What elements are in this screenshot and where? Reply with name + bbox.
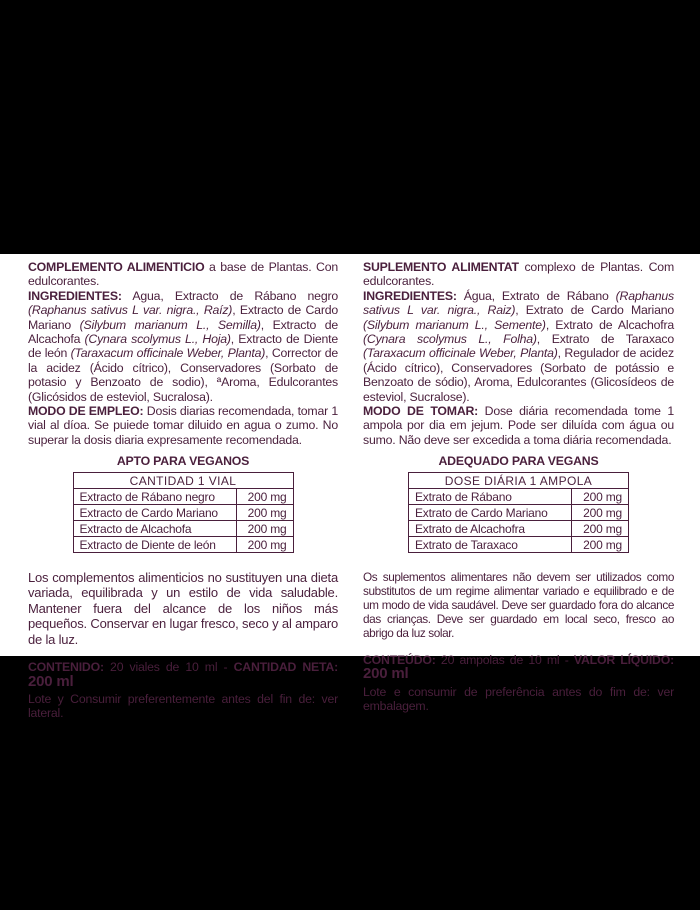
table-cell-name: Extracto de Cardo Mariano: [73, 504, 236, 520]
content-text: 20 viales de 10 ml -: [103, 660, 234, 675]
content-text: 20 ampolas de 10 ml -: [435, 652, 574, 667]
warning-text: Os suplementos alimentares não devem ser utilizados como substitutos de um regime alimentar variado e equilibrado e de um modo de vida saudável. Deve ser guardado fora do alcance das crianças. Deve ser guardado em local seco, fresco ao abrigo da luz solar.: [363, 569, 674, 640]
ingredient-text: , Extrato de Cardo Mariano: [515, 303, 674, 318]
ingredient-text: , Extracto de Cardo Mariano: [28, 303, 338, 332]
product-description: [363, 260, 674, 289]
content-line: [363, 653, 674, 682]
table-cell-value: 200 mg: [572, 488, 629, 504]
lot-text: Lote y Consumir preferentemente antes del fin de: ver lateral.: [28, 692, 338, 721]
table-cell-value: 200 mg: [236, 504, 293, 520]
content-label: CONTEÚDO:: [363, 652, 436, 667]
vegan-heading: ADEQUADO PARA VEGANS: [438, 454, 599, 469]
product-description-text: a base de Plantas. Con edulcorantes.: [28, 260, 338, 289]
ingredient-text: Agua, Extracto de Rábano negro: [121, 288, 338, 303]
table-cell-name: Extracto de Diente de león: [73, 536, 236, 552]
ingredient-latin: (Silybum marianum L., Semente): [363, 317, 546, 332]
table-cell-name: Extrato de Rábano: [409, 488, 572, 504]
table-cell-value: 200 mg: [572, 504, 629, 520]
table-row: [409, 520, 629, 536]
label-column-spanish: [28, 260, 338, 721]
usage-text: Dosis diarias recomendada, tomar 1 vial al díoa. Se puiede tomar diluido en agua o zumo. No superar la dosis diaria expresamente recomendada.: [28, 404, 338, 447]
usage-instructions: [363, 404, 674, 447]
table-row: [73, 504, 293, 520]
usage-instructions: [28, 404, 338, 447]
table-cell-value: 200 mg: [236, 536, 293, 552]
label-column-portuguese: [363, 260, 674, 713]
table-row: [409, 504, 629, 520]
product-description-text: complexo de Plantas. Com edulcorantes.: [363, 260, 674, 289]
composition-table: [73, 472, 294, 553]
composition-table: [408, 472, 629, 553]
table-cell-name: Extrato de Cardo Mariano: [409, 504, 572, 520]
net-quantity-label: VALOR LÍQUIDO:: [573, 652, 674, 667]
table-header-row: [409, 472, 629, 488]
ingredient-text: Água, Extrato de Rábano: [456, 288, 616, 303]
table-title: DOSE DIÁRIA 1 AMPOLA: [409, 472, 629, 488]
warning-text: Los complementos alimenticios no sustituyen una dieta variada, equilibrada y un estilo de vida saludable. Mantener fuera del alcance de los niños más pequeños. Conservar en lugar fresco, seco y al amparo de la luz.: [28, 569, 338, 647]
content-line: [28, 660, 338, 689]
table-row: [409, 536, 629, 552]
net-quantity-label: CANTIDAD NETA:: [233, 660, 339, 675]
ingredient-latin: (Raphanus sativus L var. nigra., Raíz): [28, 303, 233, 318]
product-description: [28, 260, 338, 289]
lot-text: Lote e consumir de preferência antes do fim de: ver embalagem.: [363, 684, 674, 713]
ingredient-text: , Corrector de la acidez (Ácido cítrico), Conservadores (Sorbato de potasio y Benzoato de sodio), ªAroma, Edulcorantes (Glicósidos de esteviol, Sucralosa).: [28, 346, 339, 404]
table-cell-value: 200 mg: [236, 520, 293, 536]
ingredient-latin: (Cynara scolymus L., Hoja): [84, 332, 231, 347]
ingredient-latin: (Taraxacum officinale Weber, Planta): [70, 346, 266, 361]
ingredient-text: , Extracto de Diente de león: [28, 332, 338, 361]
table-cell-name: Extrato de Alcachofra: [409, 520, 572, 536]
table-row: [73, 536, 293, 552]
ingredient-latin: (Cynara scolymus L., Folha): [363, 332, 537, 347]
ingredients: [28, 289, 338, 404]
table-cell-value: 200 mg: [572, 536, 629, 552]
vegan-heading: APTO PARA VEGANOS: [116, 454, 250, 469]
table-row: [409, 488, 629, 504]
product-label: [0, 254, 700, 721]
ingredients: [363, 289, 674, 404]
ingredient-text: , Regulador de acidez (Ácido cítrico), Conservadores (Sorbato de potássio e Benzoato de sódio), Aroma, Edulcorantes (Glicosídeos de esteviol, Sucralose).: [363, 346, 674, 404]
table-row: [73, 488, 293, 504]
product-category: SUPLEMENTO ALIMENTAT: [363, 260, 519, 274]
table-title: CANTIDAD 1 VIAL: [73, 472, 293, 488]
usage-label: MODO DE TOMAR:: [363, 404, 479, 419]
ingredient-text: , Extrato de Taraxaco: [536, 332, 675, 347]
net-quantity-value: 200 ml: [28, 672, 74, 690]
table-cell-name: Extracto de Rábano negro: [73, 488, 236, 504]
table-cell-value: 200 mg: [572, 520, 629, 536]
table-cell-name: Extracto de Alcachofa: [73, 520, 236, 536]
usage-label: MODO DE EMPLEO:: [28, 404, 144, 419]
ingredients-label: INGREDIENTES:: [363, 288, 457, 303]
table-header-row: [73, 472, 293, 488]
usage-text: Dose diária recomendada tome 1 ampola por dia em jejum. Pode ser diluída com água ou sumo. Não deve ser excedida a toma diária recomendada.: [363, 404, 674, 447]
ingredient-latin: (Taraxacum officinale Weber, Planta): [363, 346, 558, 361]
ingredient-latin: (Raphanus sativus L var. nigra., Raiz): [363, 288, 674, 318]
ingredient-latin: (Silybum marianum L., Semilla): [79, 317, 261, 332]
product-category: COMPLEMENTO ALIMENTICIO: [28, 260, 205, 274]
content-label: CONTENIDO:: [28, 660, 104, 675]
ingredient-text: , Extrato de Alcachofra: [545, 317, 675, 332]
ingredient-text: , Extracto de Alcachofa: [28, 317, 338, 347]
table-row: [73, 520, 293, 536]
net-quantity-value: 200 ml: [363, 665, 409, 683]
table-cell-value: 200 mg: [236, 488, 293, 504]
ingredients-label: INGREDIENTES:: [28, 288, 122, 303]
table-cell-name: Extrato de Taraxaco: [409, 536, 572, 552]
